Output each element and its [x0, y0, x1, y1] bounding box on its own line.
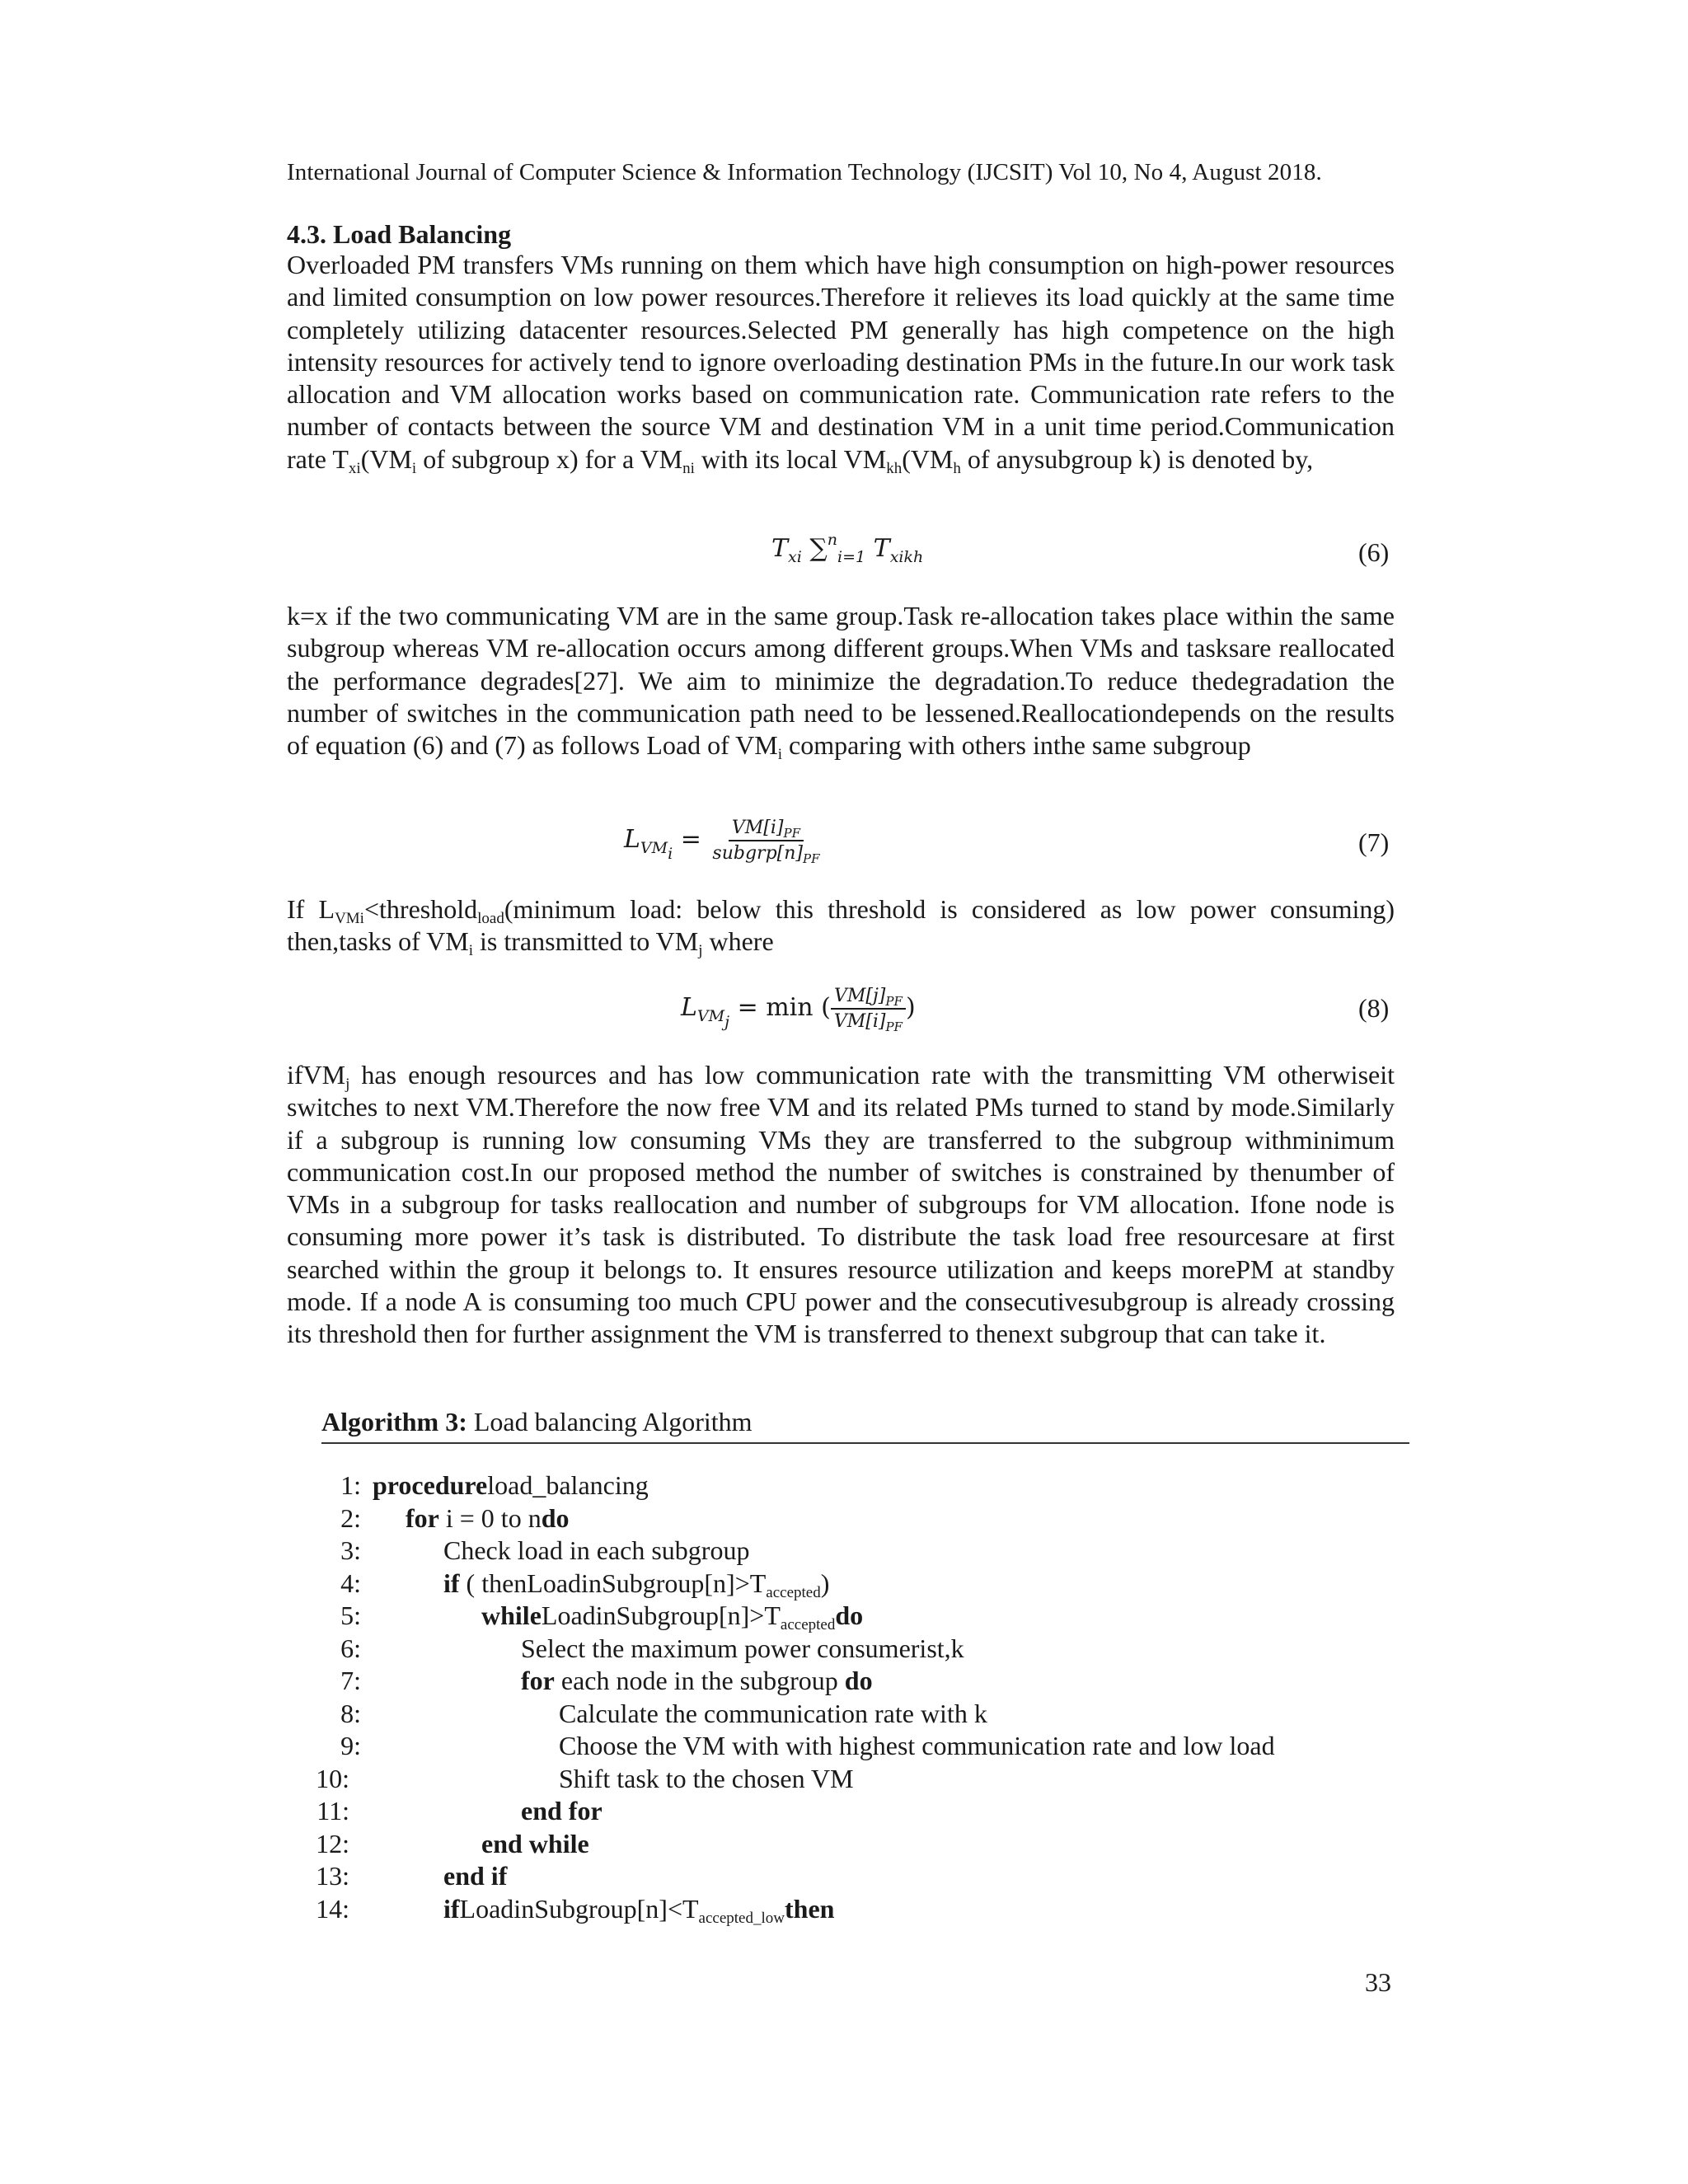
equation-8: $L_{VM_j} = \min$ ( $\frac{VM[j]_{PF}}{VM[i]_{PF}}$ ) [681, 986, 916, 1034]
algorithm-line-number: 10: [316, 1763, 349, 1793]
algorithm-line-number: 5: [340, 1601, 361, 1630]
algorithm-line-number: 8: [340, 1698, 361, 1728]
algorithm-line [321, 1568, 1409, 1601]
section-title: 4.3. Load Balancing [287, 219, 512, 249]
algorithm-line [321, 1730, 1409, 1763]
algorithm-line-number: 4: [340, 1568, 361, 1598]
algorithm-line-number: 11: [316, 1796, 349, 1825]
algorithm-line-number: 13: [316, 1861, 349, 1891]
algorithm-line-text: Select the maximum power consumerist,k [521, 1633, 964, 1663]
paragraph-threshold: If $L_{VMi}<threshold_{load}(minimum$ load: below this threshold is considered as low power consuming) then,tasks of $VM_i$ is transmitted to $VM_j$ where [287, 894, 1395, 960]
algorithm-line [316, 1763, 1409, 1796]
equation-7: $L_{VM_i}$ = $\frac{VM[i]_{PF}}{subgrp[n]_{PF}}$ [624, 818, 820, 866]
algorithm-line-number: 2: [340, 1502, 361, 1533]
algorithm-line-text: for each node in the subgroup do [521, 1666, 873, 1695]
algorithm-line-text: Choose the VM with with highest communication rate and low load [559, 1731, 1275, 1760]
algorithm-line [321, 1633, 1409, 1666]
algorithm-line-number: 7: [340, 1666, 361, 1695]
equation-6: $T_{xi}$ ∑$^n_{i=1}$ $T_{xikh}$ [771, 531, 924, 566]
algorithm-line-number: 1: [340, 1470, 361, 1500]
algorithm-line [321, 1665, 1409, 1698]
algorithm-line [316, 1795, 1409, 1828]
algorithm-line-number: 3: [340, 1535, 361, 1565]
paragraph-intro: Overloaded PM transfers VMs running on them which have high consumption on high-power resources and limited consumption on low power resources.Therefore it relieves its load quickly at the same time completely utilizing datacenter resources.Selected PM generally has high competence on the high intensity resources for actively tend to ignore overloading destination PMs in the future.In our work task allocation and VM allocation works based on communication rate. Communication rate refers to the number of contacts between the source VM and destination VM in a unit time period.Communication rate $T_{xi}(VM_i$ of subgroup x) for a $VM_{ni}$ with its local $VM_{kh}(VM_h$ of anysubgroup k) is denoted by, [287, 250, 1395, 477]
equation-8-number: (8) [1358, 993, 1390, 1023]
algorithm-rule [321, 1442, 1409, 1444]
algorithm-line [321, 1502, 1409, 1535]
page-number: 33 [1365, 1967, 1391, 1997]
algorithm-line-number: 6: [340, 1633, 361, 1663]
equation-6-number: (6) [1358, 537, 1390, 567]
algorithm-line-text: end while [481, 1828, 589, 1858]
algorithm-line [316, 1860, 1409, 1893]
algorithm-body [316, 1469, 1409, 1927]
algorithm-line-number: 12: [316, 1828, 349, 1858]
paragraph-reallocation: k=x if the two communicating VM are in the same group.Task re-allocation takes place within the same subgroup whereas VM re-allocation occurs among different groups.When VMs and tasksare reallocated the performance degrades[27]. We aim to minimize the degradation.To reduce thedegradation the number of switches in the communication path need to be lessened.Reallocationdepends on the results of equation (6) and (7) as follows Load of $VM_i$ comparing with others inthe same subgroup [287, 601, 1395, 764]
algorithm-title: Algorithm 3: Load balancing Algorithm [321, 1407, 753, 1436]
equation-7-number: (7) [1358, 827, 1390, 857]
algorithm-line-text: end if [443, 1861, 508, 1891]
algorithm-line-text: end for [521, 1796, 603, 1825]
algorithm-line-text: Shift task to the chosen VM [559, 1763, 854, 1793]
algorithm-line-text: if ( $thenLoadinSubgroup[n]>T_{accepted}$) [443, 1568, 830, 1601]
algorithm-line [316, 1828, 1409, 1861]
algorithm-line-text: procedureload_balancing [373, 1470, 649, 1500]
algorithm-line-text: Calculate the communication rate with k [559, 1698, 987, 1728]
algorithm-line [316, 1893, 1409, 1927]
algorithm-line [321, 1698, 1409, 1731]
algorithm-line-text: $ifLoadinSubgroup[n]<T_{accepted\_low}then$ [443, 1893, 835, 1927]
algorithm-line-text: Check load in each subgroup [443, 1535, 750, 1565]
algorithm-line-text: $whileLoadinSubgroup[n]>T_{accepted}do$ [481, 1601, 864, 1633]
algorithm-line [321, 1469, 1409, 1502]
algorithm-line [321, 1600, 1409, 1633]
algorithm-line-number: 9: [340, 1731, 361, 1760]
algorithm-line-number: 14: [316, 1893, 349, 1924]
algorithm-line-text: for i = 0 to ndo [406, 1502, 570, 1533]
paragraph-switching: ifVM$_j$ has enough resources and has low communication rate with the transmitting VM otherwiseit switches to next VM.Therefore the now free VM and its related PMs turned to stand by mode.Similarly if a subgroup is running low consuming VMs they are transferred to the subgroup withminimum communication cost.In our proposed method the number of switches is constrained by thenumber of VMs in a subgroup for tasks reallocation and number of subgroups for VM allocation. Ifone node is consuming more power it’s task is distributed. To distribute the task load free resourcesare at first searched within the group it belongs to. It ensures resource utilization and keeps morePM at standby mode. If a node A is consuming too much CPU power and the consecutivesubgroup is already crossing its threshold then for further assignment the VM is transferred to thenext subgroup that can take it. [287, 1060, 1395, 1349]
algorithm-line [321, 1535, 1409, 1568]
running-header: International Journal of Computer Science & Information Technology (IJCSIT) Vol 10, No 4, August 2018. [287, 159, 1322, 185]
